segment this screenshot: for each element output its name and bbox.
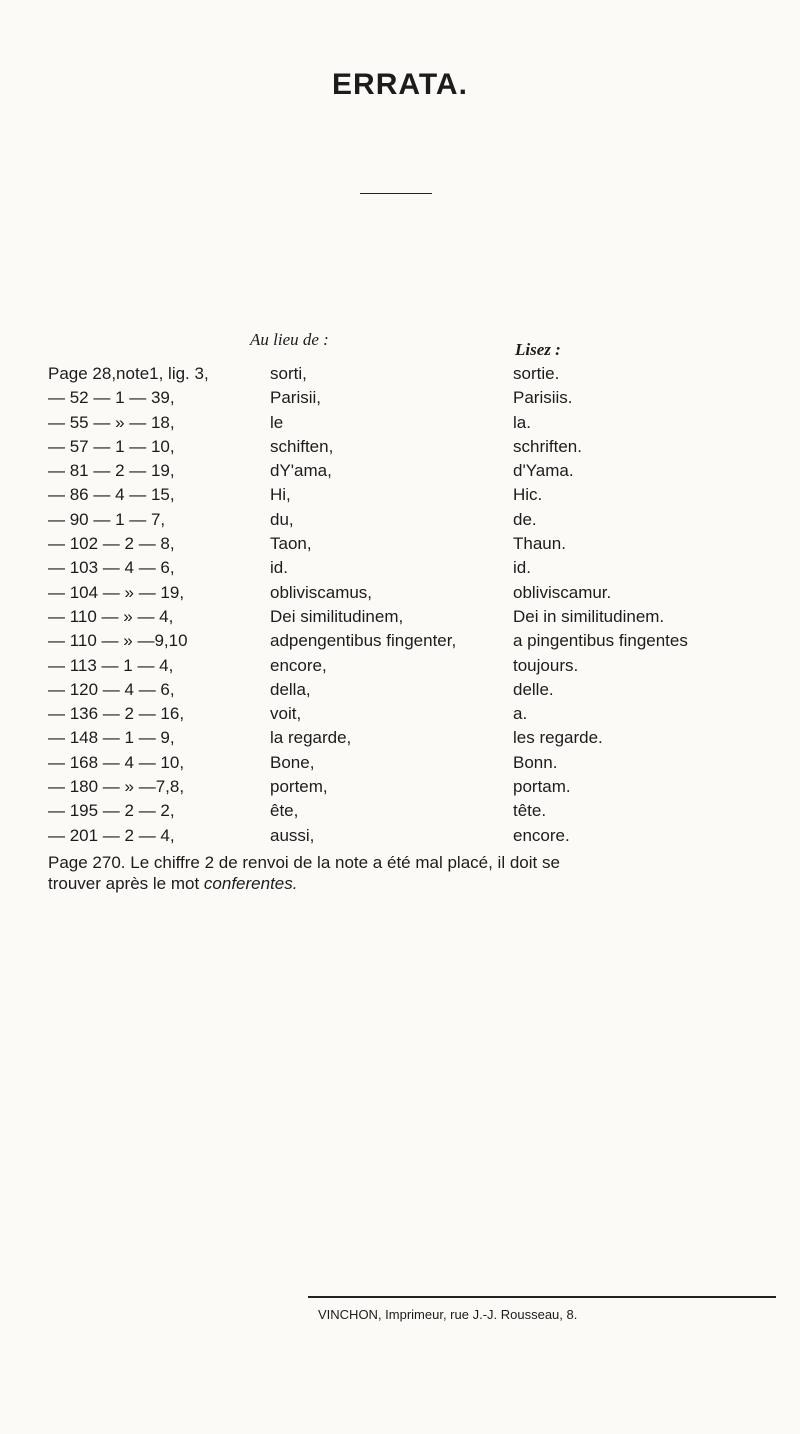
row-reference: — 148 — 1 — 9,: [48, 728, 175, 748]
errata-row: [48, 411, 788, 435]
row-incorrect-text: obliviscamus,: [270, 582, 373, 602]
errata-row: [48, 726, 788, 750]
row-incorrect-text: sorti,: [270, 364, 307, 383]
row-reference: Page 28,note1, lig. 3,: [48, 364, 209, 383]
row-correct-text: Thaun.: [513, 534, 566, 554]
row-reference: — 110 — » —9,10: [48, 631, 188, 651]
row-incorrect-text: la regarde,: [270, 728, 352, 748]
row-correct-text: les regarde.: [513, 728, 603, 748]
row-correct-text: la.: [513, 412, 531, 432]
errata-row: [48, 386, 788, 410]
row-correct-text: toujours.: [513, 655, 579, 675]
row-correct-text: a.: [513, 704, 528, 724]
row-incorrect-text: dY'ama,: [270, 461, 332, 481]
errata-row: [48, 824, 788, 848]
row-reference: — 55 — » — 18,: [48, 412, 175, 432]
errata-row: [48, 629, 788, 653]
errata-row: [48, 775, 788, 799]
footer-divider: [308, 1296, 776, 1298]
row-reference: — 195 — 2 — 2,: [48, 801, 175, 821]
row-reference: — 103 — 4 — 6,: [48, 558, 175, 578]
row-reference: — 57 — 1 — 10,: [48, 436, 175, 456]
row-incorrect-text: schiften,: [270, 436, 334, 456]
row-correct-text: de.: [513, 509, 537, 529]
row-incorrect-text: du,: [270, 509, 294, 529]
note-line-2: [48, 873, 778, 894]
row-incorrect-text: portem,: [270, 777, 328, 797]
row-incorrect-text: della,: [270, 679, 311, 699]
errata-row: [48, 605, 788, 629]
row-incorrect-text: encore,: [270, 655, 327, 675]
row-incorrect-text: Parisii,: [270, 388, 322, 408]
errata-row: [48, 799, 788, 823]
errata-row: [48, 508, 788, 532]
page-title: ERRATA.: [332, 68, 468, 101]
row-correct-text: d'Yama.: [513, 461, 574, 481]
row-correct-text: delle.: [513, 679, 554, 699]
errata-row: [48, 581, 788, 605]
title-divider: [360, 193, 432, 194]
row-incorrect-text: le: [270, 412, 284, 432]
row-reference: — 120 — 4 — 6,: [48, 679, 175, 699]
row-incorrect-text: aussi,: [270, 825, 315, 845]
column-header-instead: Au lieu de :: [250, 330, 329, 349]
row-reference: — 81 — 2 — 19,: [48, 461, 175, 481]
row-reference: — 168 — 4 — 10,: [48, 752, 185, 772]
row-correct-text: obliviscamur.: [513, 582, 612, 602]
errata-row: [48, 654, 788, 678]
errata-table: [48, 362, 788, 848]
row-correct-text: Hic.: [513, 485, 543, 505]
row-reference: — 113 — 1 — 4,: [48, 655, 174, 675]
errata-row: [48, 532, 788, 556]
row-incorrect-text: adpengentibus fingenter,: [270, 631, 457, 651]
errata-row: [48, 483, 788, 507]
row-reference: — 201 — 2 — 4,: [48, 825, 175, 845]
row-reference: — 52 — 1 — 39,: [48, 388, 175, 408]
row-incorrect-text: Taon,: [270, 534, 312, 554]
row-correct-text: a pingentibus fingentes: [513, 631, 688, 651]
note-italic-word: conferentes.: [203, 874, 298, 893]
row-incorrect-text: ête,: [270, 801, 299, 821]
row-incorrect-text: Dei similitudinem,: [270, 606, 404, 626]
row-reference: — 90 — 1 — 7,: [48, 509, 166, 529]
row-reference: — 104 — » — 19,: [48, 582, 185, 602]
errata-row: [48, 435, 788, 459]
row-reference: — 86 — 4 — 15,: [48, 485, 175, 505]
row-correct-text: tête.: [513, 801, 547, 821]
row-correct-text: sortie.: [513, 364, 560, 383]
errata-row: [48, 459, 788, 483]
row-correct-text: schriften.: [513, 436, 582, 456]
errata-note: [48, 852, 778, 894]
row-incorrect-text: Bone,: [270, 752, 315, 772]
note-line-2-text: trouver après le mot: [48, 874, 204, 893]
errata-row: [48, 556, 788, 580]
errata-row: [48, 678, 788, 702]
row-correct-text: encore.: [513, 825, 570, 845]
row-incorrect-text: id.: [270, 558, 288, 578]
row-incorrect-text: voit,: [270, 704, 302, 724]
row-correct-text: id.: [513, 558, 531, 578]
row-reference: — 110 — » — 4,: [48, 606, 174, 626]
row-reference: — 102 — 2 — 8,: [48, 534, 175, 554]
column-header-read: Lisez :: [515, 340, 561, 359]
errata-row: [48, 362, 788, 386]
note-line-1: Page 270. Le chiffre 2 de renvoi de la note a été mal placé, il doit se: [48, 853, 560, 872]
errata-row: [48, 751, 788, 775]
row-correct-text: Parisiis.: [513, 388, 573, 408]
row-incorrect-text: Hi,: [270, 485, 291, 505]
row-correct-text: portam.: [513, 777, 571, 797]
row-correct-text: Dei in similitudinem.: [513, 606, 665, 626]
errata-row: [48, 702, 788, 726]
row-correct-text: Bonn.: [513, 752, 558, 772]
row-reference: — 180 — » —7,8,: [48, 777, 185, 797]
printer-imprint: VINCHON, Imprimeur, rue J.-J. Rousseau, 8.: [318, 1307, 578, 1322]
row-reference: — 136 — 2 — 16,: [48, 704, 185, 724]
